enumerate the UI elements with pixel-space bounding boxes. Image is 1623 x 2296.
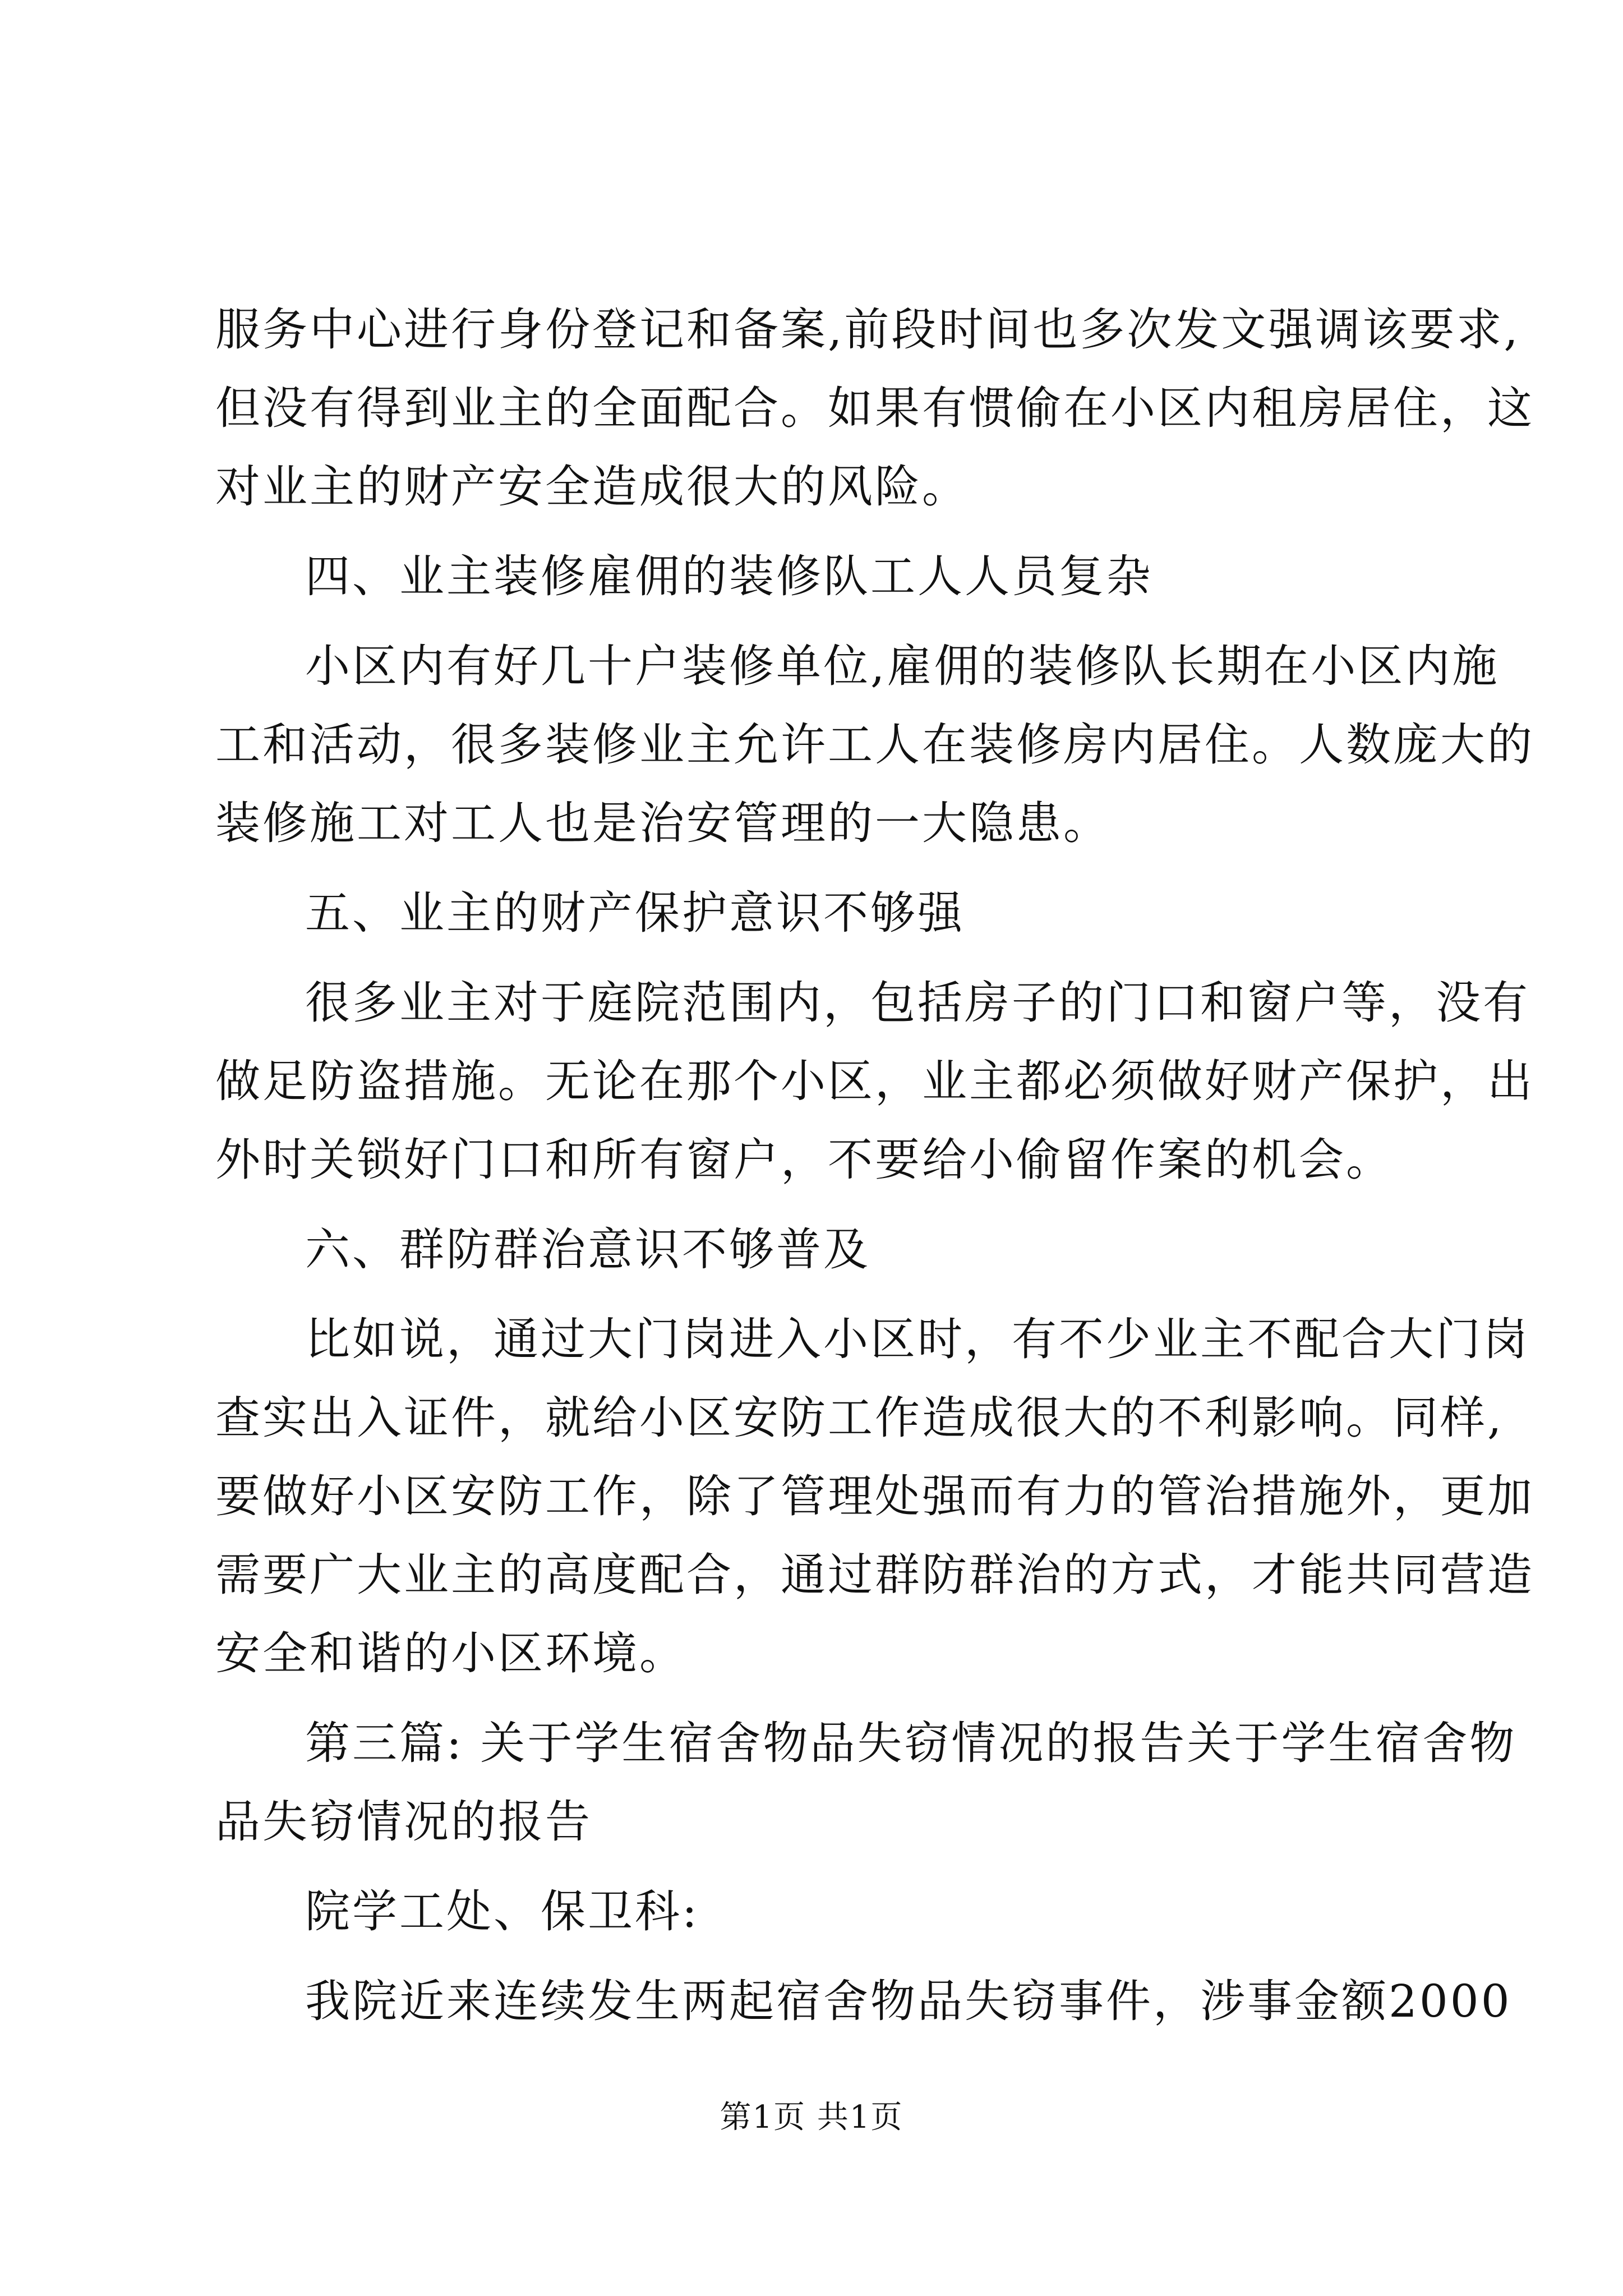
text-line: 很多业主对于庭院范围内，包括房子的门口和窗户等，没有 xyxy=(305,977,1530,1029)
section-heading: 六、群防群治意识不够普及 xyxy=(305,1223,870,1276)
text-line: 查实出入证件，就给小区安防工作造成很大的不利影响。同样, xyxy=(215,1392,1504,1444)
text-line: 服务中心进行身份登记和备案,前段时间也多次发文强调该要求, xyxy=(215,303,1520,356)
salutation: 院学工处、保卫科: xyxy=(305,1885,699,1938)
text-line: 小区内有好几十户装修单位,雇佣的装修队长期在小区内施 xyxy=(305,640,1500,692)
text-line: 做足防盗措施。无论在那个小区，业主都必须做好财产保护，出 xyxy=(215,1055,1534,1107)
text-line: 但没有得到业主的全面配合。如果有惯偷在小区内租房居住，这 xyxy=(215,382,1534,434)
section-heading: 五、业主的财产保护意识不够强 xyxy=(305,887,965,939)
text-line: 安全和谐的小区环境。 xyxy=(215,1627,686,1680)
section-heading: 四、业主装修雇佣的装修队工人人员复杂 xyxy=(305,550,1153,602)
text-line: 需要广大业主的高度配合，通过群防群治的方式，才能共同营造 xyxy=(215,1549,1534,1601)
page-footer: 第1页 共1页 xyxy=(720,2099,903,2136)
article-title: 品失窃情况的报告 xyxy=(215,1796,592,1848)
text-line: 装修施工对工人也是治安管理的一大隐患。 xyxy=(215,797,1110,849)
text-line: 比如说，通过大门岗进入小区时，有不少业主不配合大门岗 xyxy=(305,1313,1530,1365)
text-line: 对业主的财产安全造成很大的风险。 xyxy=(215,461,969,513)
text-line: 我院近来连续发生两起宿舍物品失窃事件，涉事金额2000 xyxy=(305,1975,1512,2027)
article-title: 第三篇: 关于学生宿舍物品失窃情况的报告关于学生宿舍物 xyxy=(305,1717,1517,1769)
text-line: 要做好小区安防工作，除了管理处强而有力的管治措施外，更加 xyxy=(215,1470,1534,1522)
text-line: 外时关锁好门口和所有窗户，不要给小偷留作案的机会。 xyxy=(215,1134,1393,1186)
text-line: 工和活动，很多装修业主允许工人在装修房内居住。人数庞大的 xyxy=(215,719,1534,771)
